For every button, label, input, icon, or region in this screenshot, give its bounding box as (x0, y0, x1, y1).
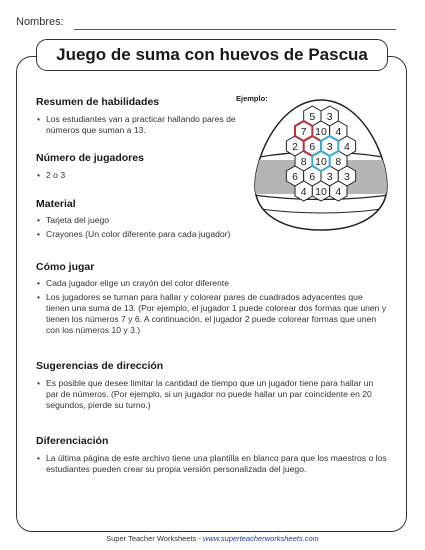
example-egg (253, 98, 389, 232)
hex-number: 5 (309, 111, 316, 123)
list-item: • Crayones (Un color diferente para cada jugador) (36, 229, 316, 240)
hex-number: 3 (326, 141, 333, 153)
section-heading-differentiation: Diferenciación (36, 435, 109, 447)
name-label: Nombres: (16, 16, 64, 28)
section-heading-how-to-play: Cómo jugar (36, 261, 95, 273)
section-list-differentiation (36, 453, 388, 478)
section-list-tips (36, 378, 388, 414)
hex-number: 3 (326, 171, 333, 183)
section-list-players (36, 170, 236, 184)
hex-number: 8 (300, 156, 307, 168)
hex-number: 4 (335, 186, 342, 198)
footer-website[interactable]: www.superteacherworksheets.com (202, 534, 319, 543)
section-list-how-to-play (36, 278, 388, 339)
list-item: • 2 o 3 (36, 170, 236, 181)
list-item: • Es posible que desee limitar la cantidad de tiempo que un jugador tiene para hallar un par de números. (Por ejemplo, si un jugador no puede hallar un par coincidente en 20 segundos, pierde su turno.) (36, 378, 388, 411)
hex-number: 4 (335, 126, 342, 138)
list-item: • Tarjeta del juego (36, 215, 316, 226)
list-item: • Los estudiantes van a practicar hallando pares de números que suman a 13. (36, 114, 236, 136)
section-heading-players: Número de jugadores (36, 152, 144, 164)
hex-number: 2 (292, 141, 298, 153)
list-item: • La última página de este archivo tiene una plantilla en blanco para que los maestros o los estudiantes pueden crear su propia versión personalizada del juego. (36, 453, 388, 475)
page-title: Juego de suma con huevos de Pascua (36, 39, 388, 71)
name-field-line[interactable] (74, 29, 396, 30)
hex-number: 6 (309, 141, 316, 153)
section-heading-material: Material (36, 198, 76, 210)
hex-number: 6 (292, 171, 298, 183)
list-item: • Los jugadores se turnan para hallar y colorear pares de cuadrados adyacentes que tienen una suma de 13. (Por ejemplo, el jugador 1 puede colorear dos formas que unen y tienen los números 7 y 6. A continuación, el jugador 2 puede colorear formas que unen con los números 10 y 3.) (36, 292, 388, 336)
hex-number: 4 (300, 186, 307, 198)
footer-text: Super Teacher Worksheets - (106, 534, 203, 543)
list-item: • Cada jugador elige un crayón del color diferente (36, 278, 388, 289)
hex-number: 7 (300, 126, 307, 138)
section-heading-tips: Sugerencias de dirección (36, 360, 164, 372)
section-heading-skills: Resumen de habilidades (36, 96, 160, 108)
hex-number: 8 (335, 156, 342, 168)
section-list-skills (36, 114, 236, 139)
hex-number: 3 (326, 111, 333, 123)
hex-number: 10 (315, 126, 327, 138)
hex-number: 6 (309, 171, 316, 183)
hex-number: 10 (315, 156, 327, 168)
hex-number: 3 (344, 171, 350, 183)
hex-number: 10 (315, 186, 327, 198)
footer (0, 534, 425, 543)
name-row (16, 16, 396, 32)
example-label: Ejemplo: (236, 94, 268, 103)
hex-number: 4 (344, 141, 350, 153)
